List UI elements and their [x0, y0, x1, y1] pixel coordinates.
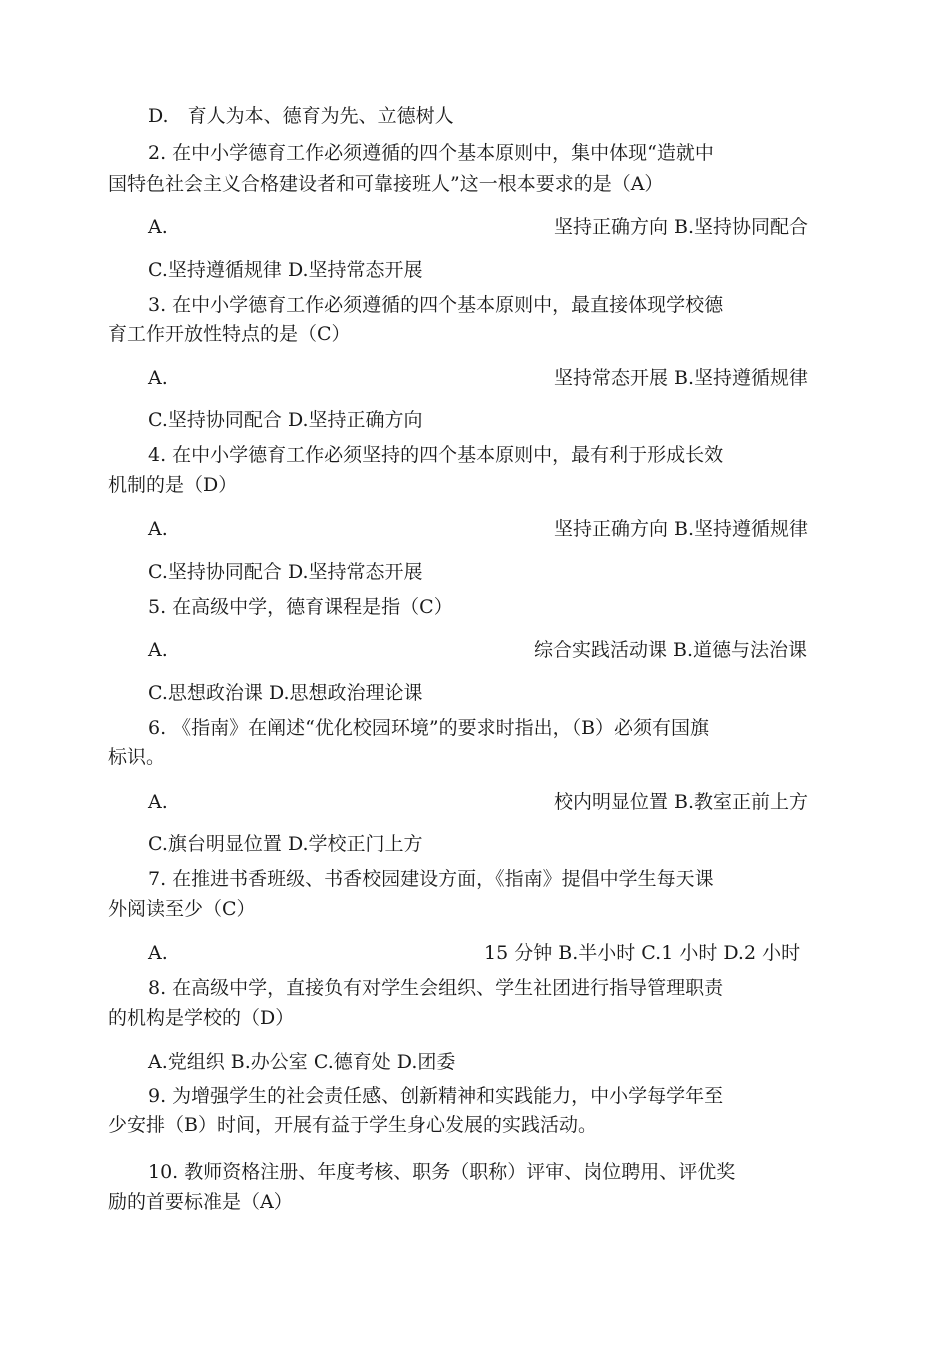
- question-5: 5. 在高级中学，德育课程是指（C）: [148, 596, 453, 618]
- question-2-cont: 国特色社会主义合格建设者和可靠接班人”这一根本要求的是（A）: [108, 173, 664, 195]
- option-cd: C.坚持协同配合 D.坚持正确方向: [148, 409, 423, 431]
- question-4-cont: 机制的是（D）: [108, 474, 238, 496]
- option-a-label: A.: [148, 639, 168, 661]
- option-a-label: A.: [148, 791, 168, 813]
- option-ab: 坚持正确方向 B.坚持协同配合: [554, 216, 809, 238]
- option-a-label: A.: [148, 942, 168, 964]
- question-9: 9. 为增强学生的社会责任感、创新精神和实践能力，中小学每学年至: [148, 1085, 724, 1107]
- question-6: 6. 《指南》在阐述“优化校园环境”的要求时指出，（B）必须有国旗: [148, 717, 710, 739]
- question-9-cont: 少安排（B）时间，开展有益于学生身心发展的实践活动。: [108, 1114, 597, 1136]
- option-ab: 坚持正确方向 B.坚持遵循规律: [554, 518, 809, 540]
- option-cd: C.坚持协同配合 D.坚持常态开展: [148, 561, 423, 583]
- question-6-cont: 标识。: [108, 746, 166, 768]
- question-3: 3. 在中小学德育工作必须遵循的四个基本原则中，最直接体现学校德: [148, 294, 724, 316]
- question-10-cont: 励的首要标准是（A）: [108, 1191, 293, 1213]
- option-abcd: A.党组织 B.办公室 C.德育处 D.团委: [148, 1051, 456, 1073]
- option-cd: C.旗台明显位置 D.学校正门上方: [148, 833, 423, 855]
- option-cd: C.思想政治课 D.思想政治理论课: [148, 682, 423, 704]
- question-10: 10. 教师资格注册、年度考核、职务（职称）评审、岗位聘用、评优奖: [148, 1161, 736, 1183]
- option-cd: C.坚持遵循规律 D.坚持常态开展: [148, 259, 423, 281]
- option-ab: 综合实践活动课 B.道德与法治课: [534, 639, 808, 661]
- question-3-cont: 育工作开放性特点的是（C）: [108, 323, 351, 345]
- option-a-label: A.: [148, 367, 168, 389]
- question-4: 4. 在中小学德育工作必须坚持的四个基本原则中，最有利于形成长效: [148, 444, 724, 466]
- question-2: 2. 在中小学德育工作必须遵循的四个基本原则中，集中体现“造就中: [148, 142, 714, 164]
- option-ab: 校内明显位置 B.教室正前上方: [554, 791, 809, 813]
- text-line: D. 育人为本、德育为先、立德树人: [148, 105, 454, 127]
- option-a-label: A.: [148, 518, 168, 540]
- question-7: 7. 在推进书香班级、书香校园建设方面，《指南》提倡中学生每天课: [148, 868, 714, 890]
- option-ab: 15 分钟 B.半小时 C.1 小时 D.2 小时: [484, 942, 801, 964]
- question-7-cont: 外阅读至少（C）: [108, 898, 256, 920]
- option-ab: 坚持常态开展 B.坚持遵循规律: [554, 367, 809, 389]
- option-a-label: A.: [148, 216, 168, 238]
- question-8-cont: 的机构是学校的（D）: [108, 1007, 295, 1029]
- question-8: 8. 在高级中学，直接负有对学生会组织、学生社团进行指导管理职责: [148, 977, 724, 999]
